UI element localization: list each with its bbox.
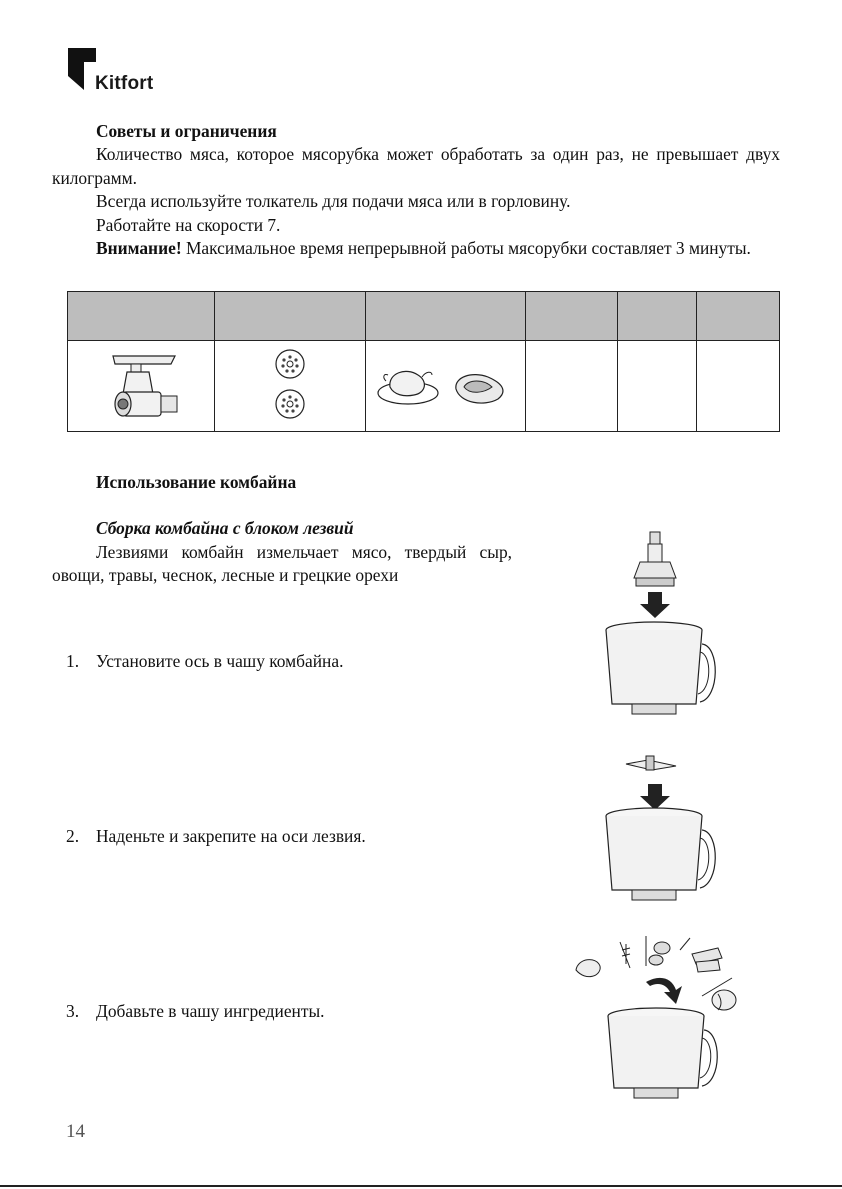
grinding-discs-icon	[270, 344, 310, 424]
step-text: Наденьте и закрепите на оси лезвия.	[96, 826, 366, 846]
down-arrow-icon	[640, 784, 670, 810]
combine-section	[52, 471, 512, 588]
combine-bowl-icon	[606, 808, 715, 900]
table-header-row	[68, 292, 780, 341]
warning-text: Максимальное время непрерывной работы мясорубки составляет 3 минуты.	[181, 238, 751, 259]
table-header-cell	[366, 292, 526, 341]
blade-icon	[626, 756, 676, 770]
curved-arrow-icon	[646, 978, 682, 1004]
combine-intro: Лезвиями комбайн измельчает мясо, твердый сыр, овощи, травы, чеснок, лесные и грецкие орехи	[52, 541, 512, 586]
table-row	[68, 341, 780, 432]
combine-heading: Использование комбайна	[96, 472, 297, 492]
table-header-cell	[618, 292, 697, 341]
tips-heading: Советы и ограничения	[96, 121, 277, 141]
usage-table	[67, 291, 780, 432]
spacer	[52, 494, 512, 517]
combine-bowl-icon	[608, 1008, 717, 1098]
step-item	[66, 825, 366, 848]
table-cell	[215, 341, 366, 432]
meat-grinder-attachment-icon	[93, 344, 189, 424]
table-cell	[526, 341, 618, 432]
step-item	[66, 650, 343, 673]
step-number: 2.	[66, 826, 80, 846]
bottom-rule	[0, 1185, 842, 1187]
ingredients-icon	[576, 936, 736, 1010]
page-number: 14	[66, 1121, 85, 1142]
shaft-into-bowl-illustration	[592, 528, 722, 722]
table-cell	[697, 341, 780, 432]
combine-subheading: Сборка комбайна с блоком лезвий	[96, 518, 354, 539]
tips-section	[52, 120, 780, 260]
brand-logo	[66, 46, 166, 96]
step-number: 3.	[66, 1001, 80, 1021]
tips-paragraph-speed: Работайте на скорости 7.	[96, 214, 281, 235]
warning-label: Внимание!	[96, 238, 182, 259]
tips-paragraph-pusher: Всегда используйте толкатель для подачи мяса или в горловину.	[96, 191, 571, 212]
table-cell	[618, 341, 697, 432]
step-number: 1.	[66, 651, 80, 671]
table-header-cell	[215, 292, 366, 341]
step-text: Добавьте в чашу ингредиенты.	[96, 1001, 325, 1021]
table-header-cell	[697, 292, 780, 341]
poultry-and-meat-icon	[376, 359, 516, 409]
table-header-cell	[526, 292, 618, 341]
tips-paragraph-capacity: Количество мяса, которое мясорубка может обработать за один раз, не превышает двух килограмм.	[52, 144, 780, 188]
tips-warning	[52, 237, 780, 260]
brand-name: Kitfort	[95, 73, 154, 94]
step-item	[66, 1000, 324, 1023]
step-text: Установите ось в чашу комбайна.	[96, 651, 344, 671]
table-header-cell	[68, 292, 215, 341]
table-cell	[366, 341, 526, 432]
kitfort-logo-icon	[66, 46, 98, 92]
table-cell	[68, 341, 215, 432]
